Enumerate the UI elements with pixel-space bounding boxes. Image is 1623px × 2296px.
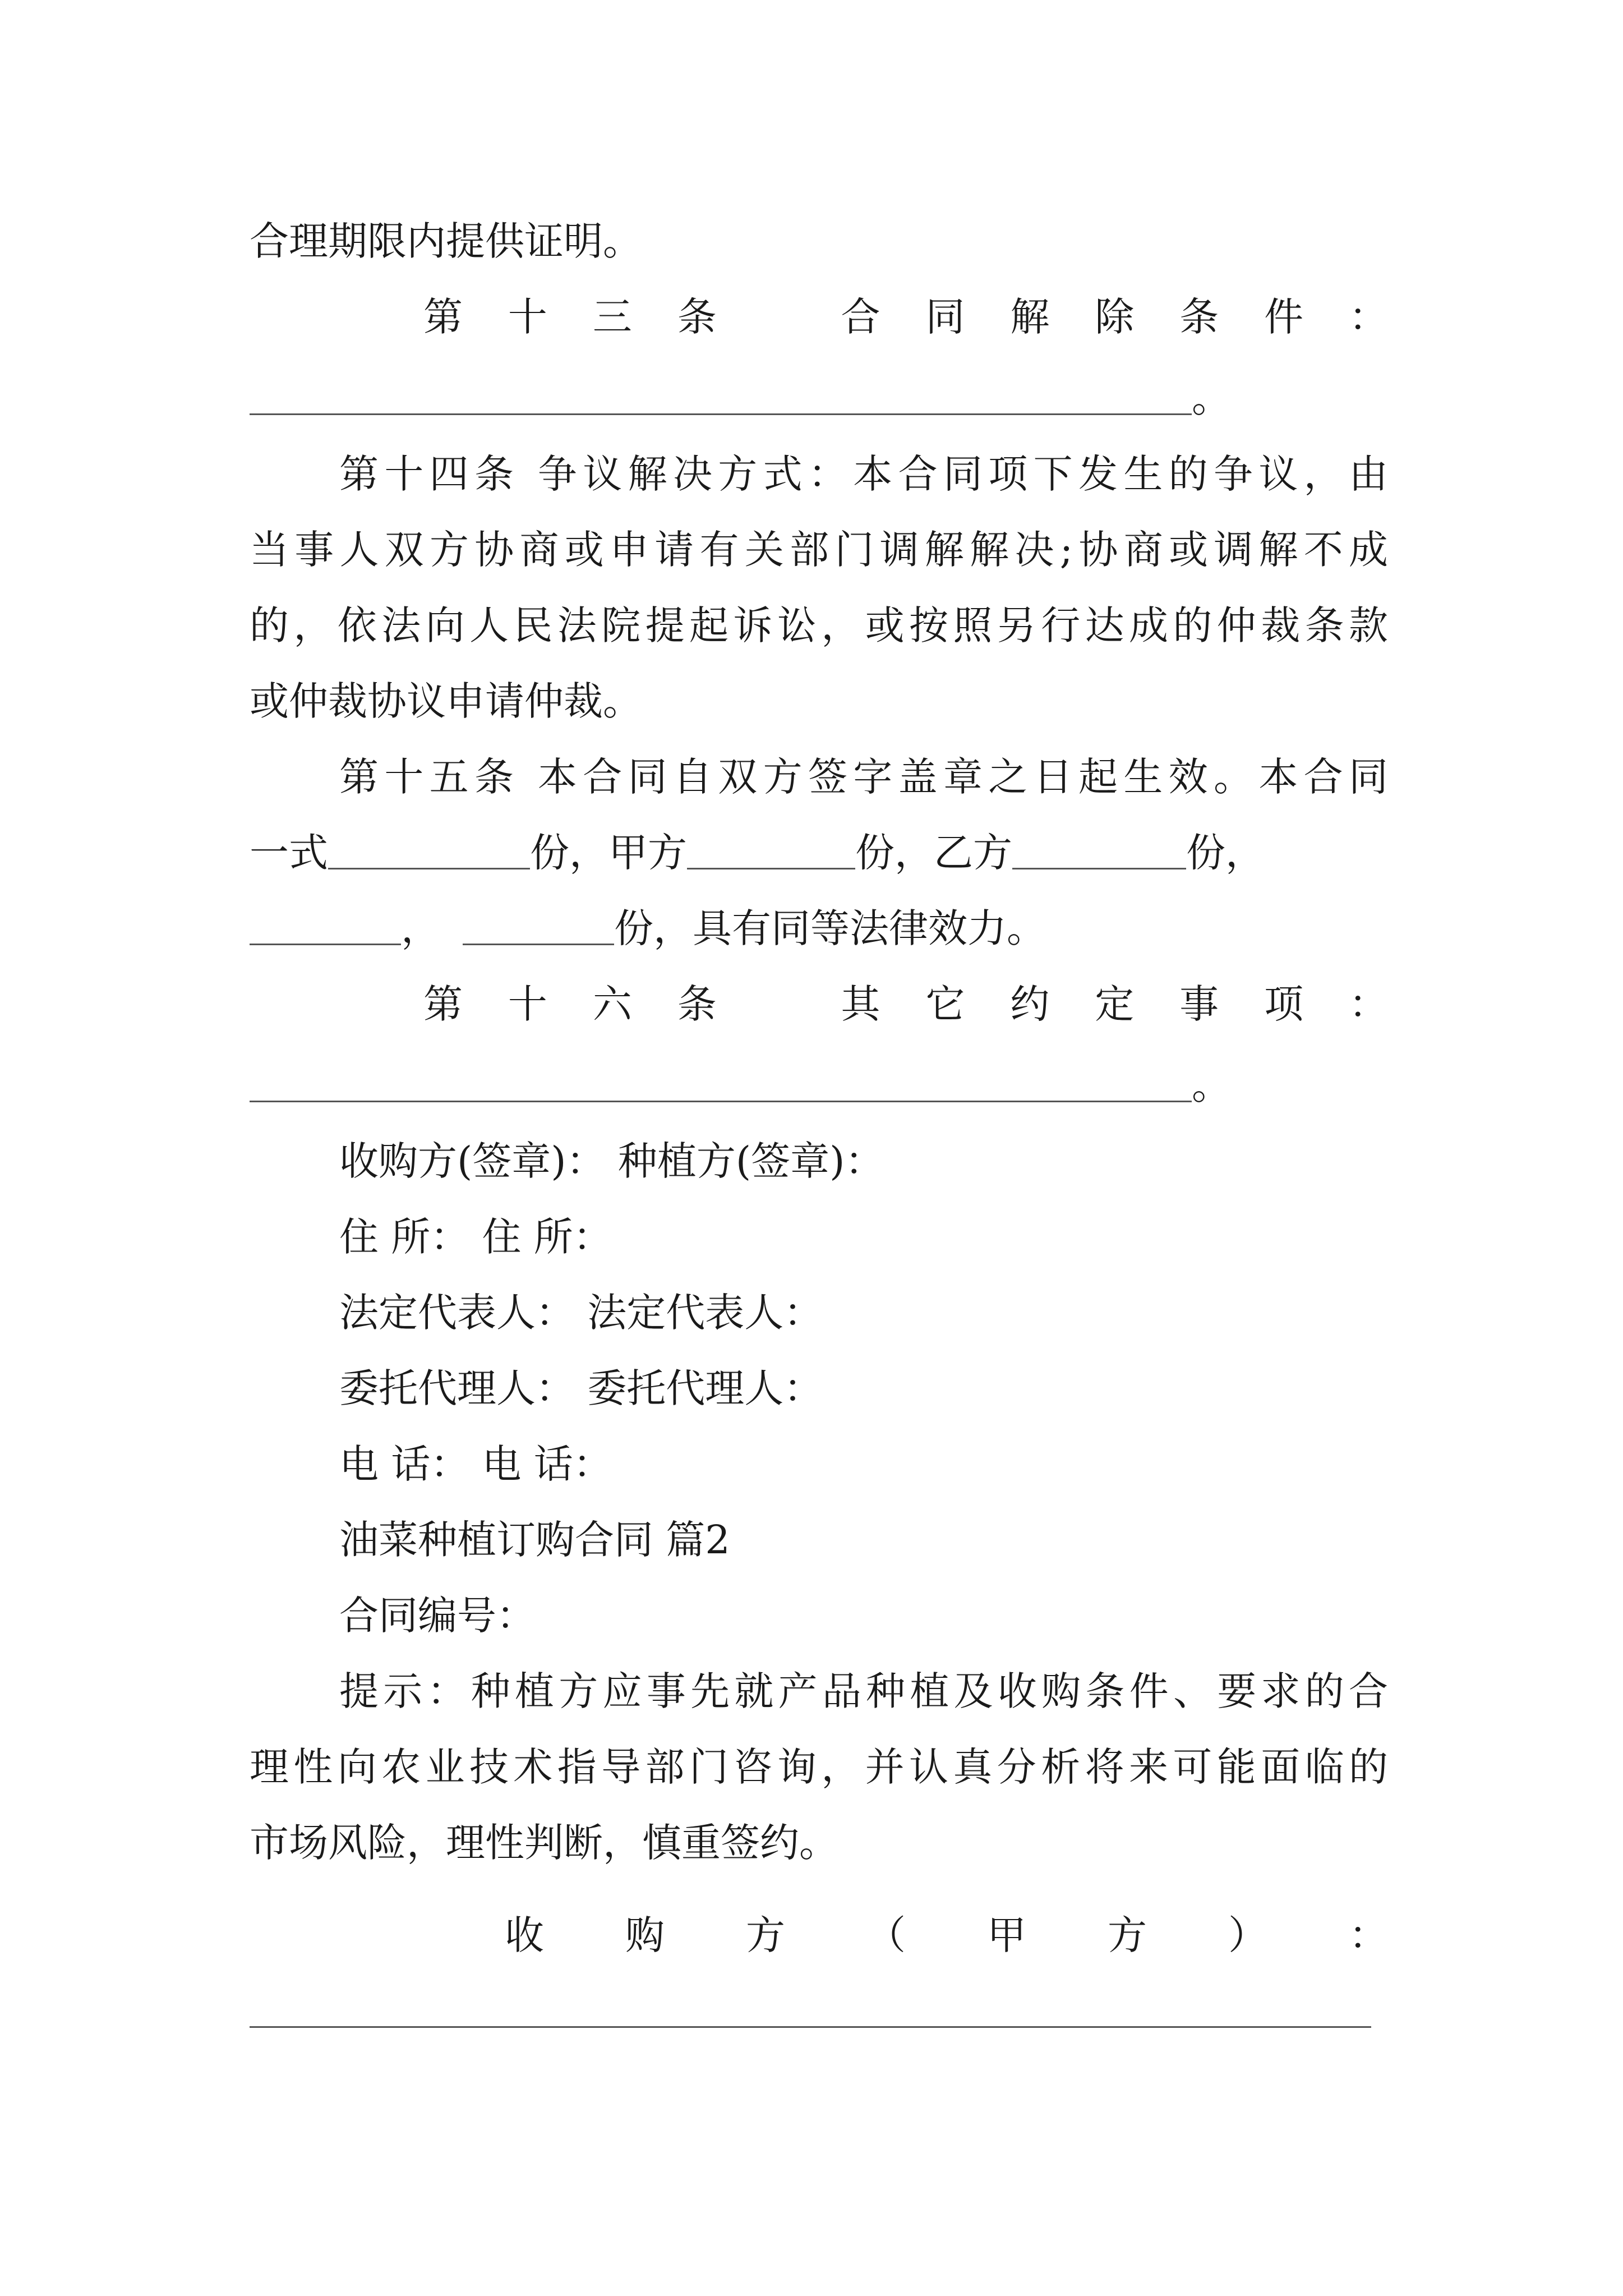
period: 。 <box>1192 375 1231 421</box>
heading-char: 定 <box>1095 981 1135 1027</box>
heading-char: ： <box>1348 981 1388 1027</box>
fill-in-blank <box>250 379 1192 415</box>
buyer-heading <box>505 1910 1388 1961</box>
heading-char: ： <box>1348 294 1388 340</box>
heading-char: 六 <box>592 981 632 1027</box>
heading-char: 十 <box>508 294 547 340</box>
heading-char: 件 <box>1264 294 1304 340</box>
fill-in-blank <box>250 1991 1371 2028</box>
heading-char: 方 <box>746 1912 785 1958</box>
text-fragment: 份，具有同等法律效力。 <box>614 905 1046 951</box>
text-fragment: 份，甲方 <box>530 830 687 876</box>
buyer-blank-line <box>250 1986 1371 2036</box>
signature-line: 法定代表人： 法定代表人： <box>339 1290 823 1336</box>
signature-line: 住 所： 住 所： <box>339 1214 612 1260</box>
article-13-heading <box>423 292 1388 342</box>
text-fragment: 份，乙方 <box>855 830 1012 876</box>
article-15-copies-line <box>250 827 1388 878</box>
text-line: 当事人双方协商或申请有关部门调解解决;协商或调解不成 <box>250 527 1388 573</box>
heading-char: 约 <box>1010 981 1050 1027</box>
text-line: 第十四条 争议解决方式：本合同项下发生的争议，由 <box>339 451 1388 497</box>
text-line: 第十五条 本合同自双方签字盖章之日起生效。本合同 <box>339 754 1388 800</box>
contract-number-label: 合同编号： <box>339 1593 536 1639</box>
text-line: 的，依法向人民法院提起诉讼，或按照另行达成的仲裁条款 <box>250 602 1388 648</box>
heading-char: 第 <box>423 981 463 1027</box>
fill-in-blank <box>328 833 530 869</box>
heading-char: 购 <box>625 1912 665 1958</box>
text-line: 市场风险，理性判断，慎重签约。 <box>250 1820 838 1866</box>
heading-char: ： <box>1349 1912 1388 1958</box>
heading-char: 合 <box>841 294 880 340</box>
heading-char: ） <box>1228 1912 1267 1958</box>
article-15-effect-line <box>250 903 1046 954</box>
heading-char: 条 <box>677 294 717 340</box>
heading-char: 同 <box>925 294 965 340</box>
fill-in-blank <box>463 909 614 945</box>
text-fragment: 份， <box>1186 830 1265 876</box>
text-line: 或仲裁协议申请仲裁。 <box>250 678 642 724</box>
text-fragment: ， <box>401 905 440 951</box>
article-13-blank-line <box>250 373 1231 424</box>
signature-line: 收购方(签章)： 种植方(签章)： <box>339 1138 884 1184</box>
heading-char: 甲 <box>987 1912 1026 1958</box>
fill-in-blank <box>1012 833 1186 869</box>
heading-char: 其 <box>841 981 880 1027</box>
text-line: 提示：种植方应事先就产品种植及收购条件、要求的合 <box>339 1668 1388 1714</box>
signature-line: 电 话： 电 话： <box>339 1441 612 1487</box>
article-16-heading <box>423 979 1388 1029</box>
text-line: 理性向农业技术指导部门咨询，并认真分析将来可能面临的 <box>250 1744 1388 1790</box>
period: 。 <box>1192 1062 1231 1108</box>
section-title: 油菜种植订购合同 篇2 <box>339 1517 730 1563</box>
heading-char: 十 <box>508 981 547 1027</box>
heading-char: 除 <box>1095 294 1135 340</box>
text-line: 合理期限内提供证明。 <box>250 218 642 264</box>
fill-in-blank <box>250 1066 1192 1102</box>
heading-char: 条 <box>1179 294 1219 340</box>
heading-char: 三 <box>592 294 632 340</box>
heading-char: 条 <box>677 981 717 1027</box>
heading-char: 解 <box>1010 294 1050 340</box>
heading-char: （ <box>866 1912 906 1958</box>
heading-char: 收 <box>505 1912 544 1958</box>
fill-in-blank <box>250 909 401 945</box>
heading-char: 它 <box>925 981 965 1027</box>
fill-in-blank <box>687 833 855 869</box>
article-16-blank-line <box>250 1060 1231 1111</box>
signature-line: 委托代理人： 委托代理人： <box>339 1365 823 1411</box>
heading-char: 项 <box>1264 981 1304 1027</box>
heading-char: 事 <box>1179 981 1219 1027</box>
heading-char: 方 <box>1108 1912 1147 1958</box>
text-fragment: 一式 <box>250 830 328 876</box>
heading-char: 第 <box>423 294 463 340</box>
